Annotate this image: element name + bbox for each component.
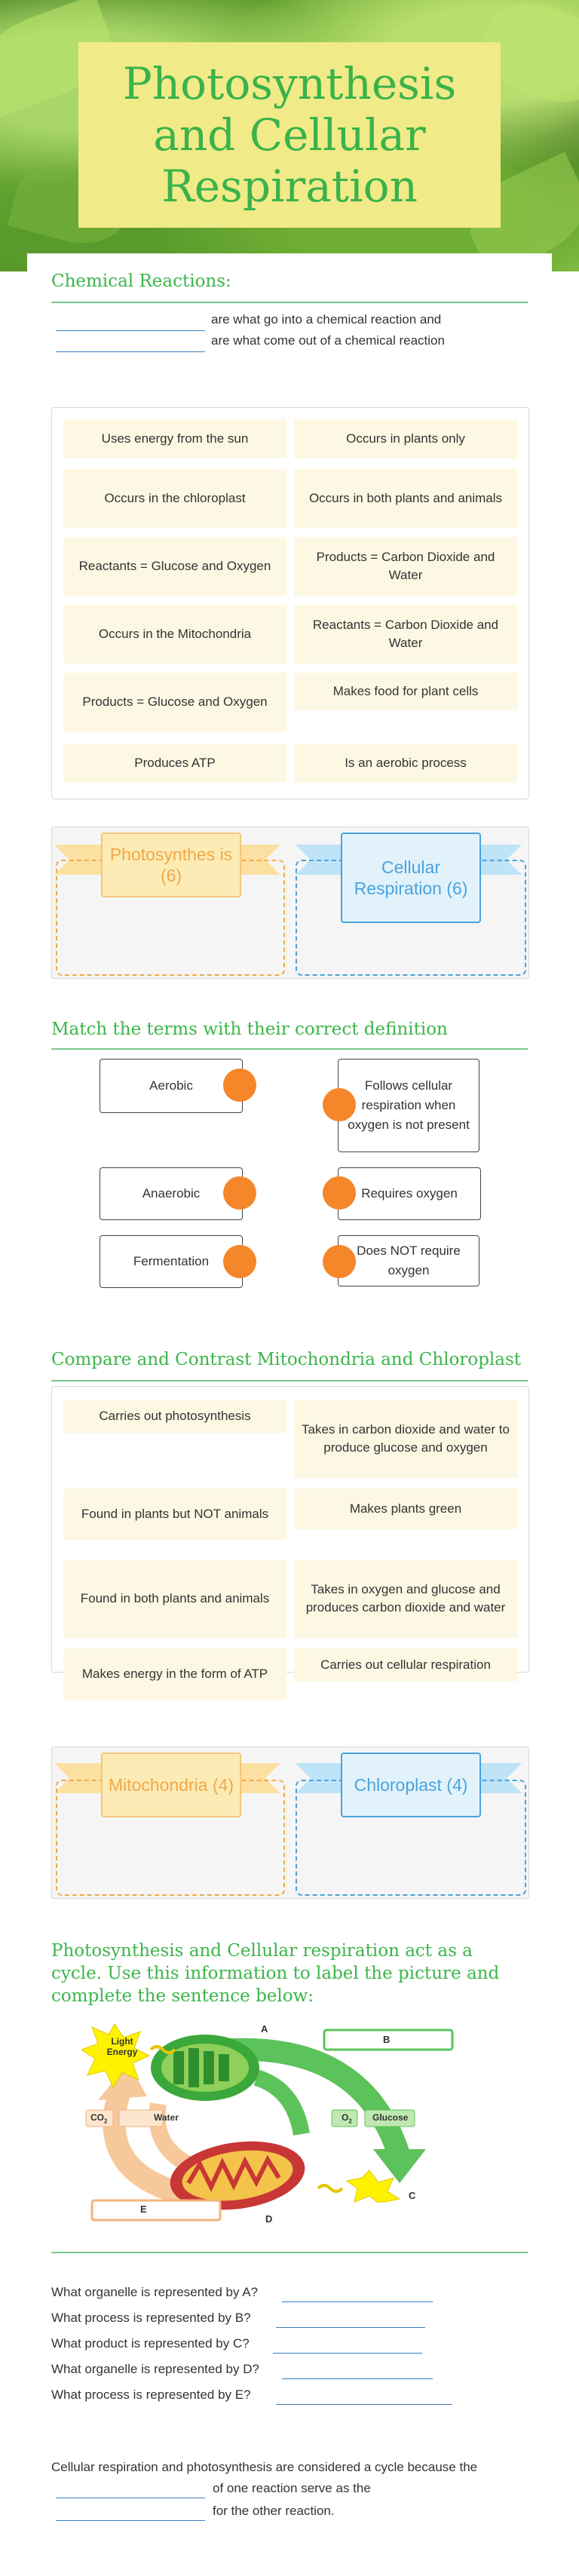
- question-a: What organelle is represented by A?: [51, 2285, 259, 2299]
- cycle-heading: Photosynthesis and Cellular respiration act as a cycle. Use this information to label the picture and complete the sentence below:: [51, 1941, 500, 2006]
- reactants-blank[interactable]: [56, 330, 205, 331]
- chloroplast-header: Chloroplast (4): [341, 1753, 481, 1817]
- divider: [51, 302, 528, 303]
- draggable-tile[interactable]: Uses energy from the sun: [63, 419, 286, 458]
- answer-d-blank[interactable]: [282, 2378, 433, 2379]
- answer-e-blank[interactable]: [276, 2404, 452, 2405]
- cellular-respiration-header: Cellular Respiration (6): [341, 833, 481, 923]
- def-requires-oxygen[interactable]: Requires oxygen: [338, 1167, 481, 1220]
- compare-heading: Compare and Contrast Mitochondria and Chloroplast: [51, 1350, 522, 1369]
- products-blank[interactable]: [56, 351, 205, 352]
- match-connector[interactable]: [323, 1176, 356, 1210]
- draggable-tile[interactable]: Carries out cellular respiration: [294, 1648, 517, 1682]
- question-e: What process is represented by E?: [51, 2387, 251, 2402]
- water-label: Water: [154, 2112, 179, 2123]
- match-heading: Match the terms with their correct definition: [51, 1020, 448, 1039]
- answer-b-blank[interactable]: [276, 2327, 425, 2328]
- match-connector[interactable]: [223, 1069, 256, 1102]
- draggable-tile[interactable]: Makes energy in the form of ATP: [63, 1648, 286, 1700]
- match-connector[interactable]: [323, 1088, 356, 1121]
- draggable-tile[interactable]: Is an aerobic process: [294, 744, 517, 783]
- draggable-tile[interactable]: Products = Carbon Dioxide and Water: [294, 537, 517, 596]
- closing-line3: for the other reaction.: [213, 2504, 335, 2518]
- draggable-tile[interactable]: Makes food for plant cells: [294, 673, 517, 710]
- draggable-tile[interactable]: Makes plants green: [294, 1489, 517, 1529]
- question-d: What organelle is represented by D?: [51, 2362, 259, 2376]
- glucose-label: Glucose: [372, 2112, 409, 2123]
- closing-line1: Cellular respiration and photosynthesis are considered a cycle because the: [51, 2460, 478, 2474]
- label-e: E: [140, 2203, 147, 2215]
- header-banner: [0, 0, 579, 271]
- wave-icon: [318, 2185, 342, 2191]
- def-anaerobic[interactable]: Follows cellular respiration when oxygen is not present: [338, 1059, 479, 1152]
- term-aerobic[interactable]: Aerobic: [100, 1059, 243, 1113]
- question-b: What process is represented by B?: [51, 2311, 251, 2325]
- match-connector[interactable]: [323, 1245, 356, 1278]
- draggable-tile[interactable]: Occurs in the chloroplast: [63, 469, 286, 528]
- product-star-icon: [347, 2170, 400, 2202]
- draggable-tile[interactable]: Products = Glucose and Oxygen: [63, 673, 286, 731]
- draggable-tile[interactable]: Carries out photosynthesis: [63, 1400, 286, 1433]
- mitochondria-header: Mitochondria (4): [101, 1753, 241, 1817]
- title-box: [78, 42, 501, 228]
- draggable-tile[interactable]: Reactants = Glucose and Oxygen: [63, 537, 286, 596]
- divider: [51, 2252, 528, 2253]
- draggable-tile[interactable]: Takes in oxygen and glucose and produces carbon dioxide and water: [294, 1559, 517, 1638]
- photosynthesis-header: Photosynthes is (6): [101, 833, 241, 897]
- divider: [51, 1048, 528, 1050]
- draggable-tile[interactable]: Produces ATP: [63, 744, 286, 783]
- label-c: C: [409, 2190, 416, 2201]
- chemical-line1: are what go into a chemical reaction and: [211, 312, 442, 327]
- o2-label: $O_2$: [342, 2112, 352, 2125]
- draggable-tile[interactable]: Reactants = Carbon Dioxide and Water: [294, 605, 517, 664]
- draggable-tile[interactable]: Takes in carbon dioxide and water to produce glucose and oxygen: [294, 1400, 517, 1478]
- arrow-inner: [256, 2078, 302, 2134]
- closing-blank-2[interactable]: [56, 2520, 205, 2521]
- label-e-box[interactable]: [92, 2200, 220, 2220]
- arrow-head: [373, 2149, 426, 2183]
- label-d: D: [265, 2213, 273, 2225]
- label-a: A: [261, 2023, 268, 2035]
- page-title: Photosynthesis and Cellular Respiration: [122, 58, 457, 212]
- draggable-tile[interactable]: Occurs in plants only: [294, 419, 517, 458]
- draggable-tile[interactable]: Found in both plants and animals: [63, 1559, 286, 1638]
- answer-c-blank[interactable]: [273, 2353, 422, 2354]
- draggable-tile[interactable]: Found in plants but NOT animals: [63, 1489, 286, 1540]
- divider: [51, 1380, 528, 1382]
- draggable-tile[interactable]: Occurs in both plants and animals: [294, 469, 517, 528]
- question-c: What product is represented by C?: [51, 2336, 250, 2351]
- light-energy-label: Light Energy: [106, 2036, 138, 2057]
- chemical-line2: are what come out of a chemical reaction: [211, 333, 445, 348]
- chemical-heading: Chemical Reactions:: [51, 271, 231, 291]
- co2-label: $CO_2$: [90, 2112, 108, 2125]
- label-b: B: [383, 2034, 391, 2045]
- term-fermentation[interactable]: Fermentation: [100, 1235, 243, 1288]
- def-no-oxygen[interactable]: Does NOT require oxygen: [338, 1235, 479, 1286]
- term-anaerobic[interactable]: Anaerobic: [100, 1167, 243, 1220]
- sort-tiles-box: [51, 407, 529, 799]
- match-connector[interactable]: [223, 1176, 256, 1210]
- draggable-tile[interactable]: Occurs in the Mitochondria: [63, 605, 286, 664]
- closing-line2: of one reaction serve as the: [213, 2481, 371, 2495]
- match-connector[interactable]: [223, 1245, 256, 1278]
